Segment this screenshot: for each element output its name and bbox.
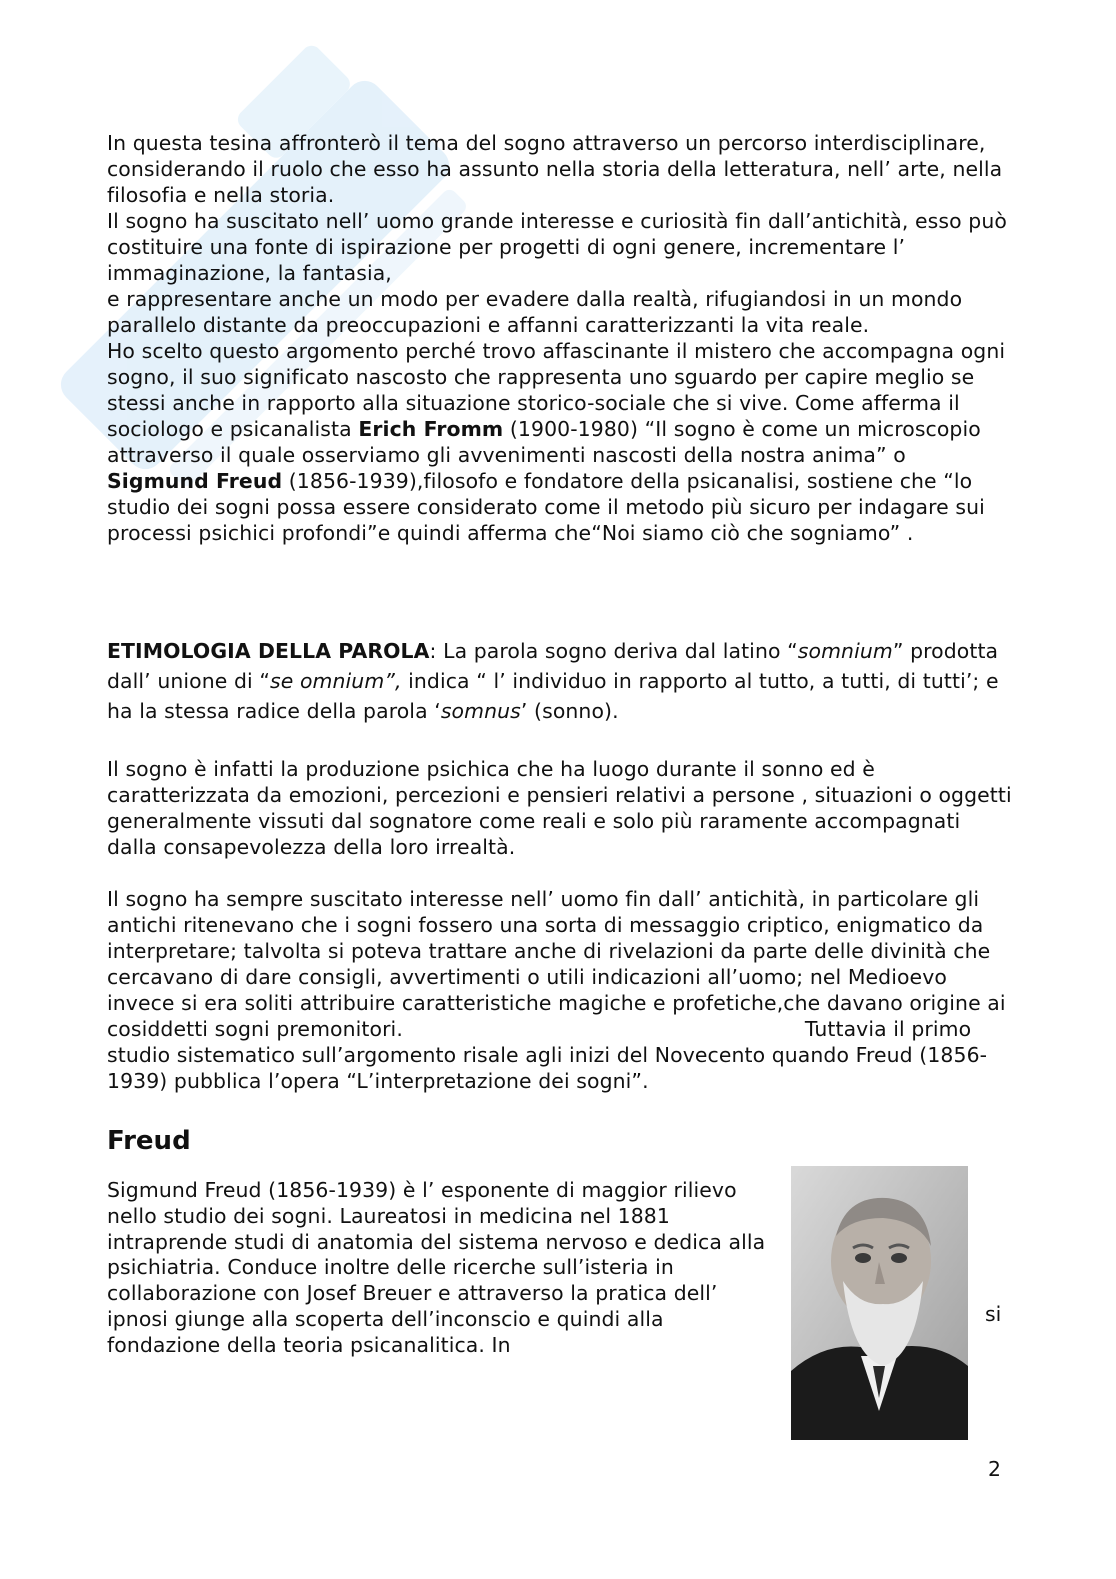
- section-title-freud: Freud: [107, 1126, 191, 1156]
- page-number: 2: [988, 1457, 1001, 1481]
- freud-paragraph: Sigmund Freud (1856-1939) è l’ esponente di maggior rilievo nello studio dei sogni. Laureatosi in medicina nel 1881 intraprende studi di anatomia del sistema nervoso e dedica alla psichiatria. Conduce inoltre delle ricerche sull’isteria in collaborazione con Josef Breuer e attraverso la pratica dell’ ipnosi giunge alla scoperta dell’inconscio e quindi alla fondazione della teoria psicanalitica. In: [107, 1178, 766, 1357]
- intro-paragraph-3: e rappresentare anche un modo per evadere dalla realtà, rifugiandosi in un mondo parallelo distante da preoccupazioni e affanni caratterizzanti la vita reale.: [107, 287, 963, 337]
- name-erich-fromm: Erich Fromm: [358, 417, 504, 441]
- intro-paragraph-4: Ho scelto questo argomento perché trovo affascinante il mistero che accompagna ogni sogno, il suo significato nascosto che rappresenta uno sguardo per capire meglio se stessi anche in rapporto alla situazione storico-sociale che si vive. Come afferma il sociologo e psicanalista Erich Fromm (1900-1980) “Il sogno è come un microscopio attraverso il quale osserviamo gli avvenimenti nascosti della nostra anima” o Sigmund Freud (1856-1939),filosofo e fondatore della psicanalisi, sostiene che “lo studio dei sogni possa essere considerato come il metodo più sicuro per indagare sui processi psichici profondi”e quindi afferma che“Noi siamo ciò che sogniamo” .: [107, 339, 1006, 545]
- sogno-definition-paragraph: Il sogno è infatti la produzione psichica che ha luogo durante il sonno ed è caratterizzata da emozioni, percezioni e pensieri relativi a persone , situazioni o oggetti generalmente vissuti dal sognatore come reali e solo più raramente accompagnati dalla consapevolezza della loro irrealtà.: [107, 757, 1012, 859]
- freud-portrait-photo: [791, 1166, 968, 1440]
- etimologia-heading: ETIMOLOGIA DELLA PAROLA: [107, 639, 430, 663]
- freud-section: [107, 1178, 767, 1359]
- name-sigmund-freud: Sigmund Freud: [107, 469, 283, 493]
- sogno-antichita-paragraph: Il sogno ha sempre suscitato interesse nell’ uomo fin dall’ antichità, in particolare gli antichi ritenevano che i sogni fossero una sorta di messaggio criptico, enigmatico da interpretare; talvolta si poteva trattare anche di rivelazioni da parte delle divinità che cercavano di dare consigli, avvertimenti o utili indicazioni all’uomo; nel Medioevo invece si era soliti attribuire caratteristiche magiche e profetiche,che davano origine ai cosiddetti sogni premonitori. Tuttavia il primo studio sistematico sull’argomento risale agli inizi del Novecento quando Freud (1856-1939) pubblica l’opera “L’interpretazione dei sogni”.: [107, 887, 1006, 1093]
- etimologia-paragraph: ETIMOLOGIA DELLA PAROLA: La parola sogno deriva dal latino “somnium” prodotta dall’ unione di “se omnium”, indica “ l’ individuo in rapporto al tutto, a tutti, di tutti’; e ha la stessa radice della parola ‘somnus’ (sonno).: [107, 639, 999, 723]
- intro-paragraph-2: Il sogno ha suscitato nell’ uomo grande interesse e curiosità fin dall’antichità, esso può costituire una fonte di ispirazione per progetti di ogni genere, incrementare l’ immaginazione, la fantasia,: [107, 209, 1007, 285]
- etimologia-section: [107, 636, 1012, 726]
- intro-section: [107, 130, 1012, 546]
- intro-paragraph-1: In questa tesina affronterò il tema del sogno attraverso un percorso interdisciplinare, considerando il ruolo che esso ha assunto nella storia della letteratura, nell’ arte, nella filosofia e nella storia.: [107, 131, 1003, 207]
- freud-paragraph-word: si: [985, 1302, 1002, 1326]
